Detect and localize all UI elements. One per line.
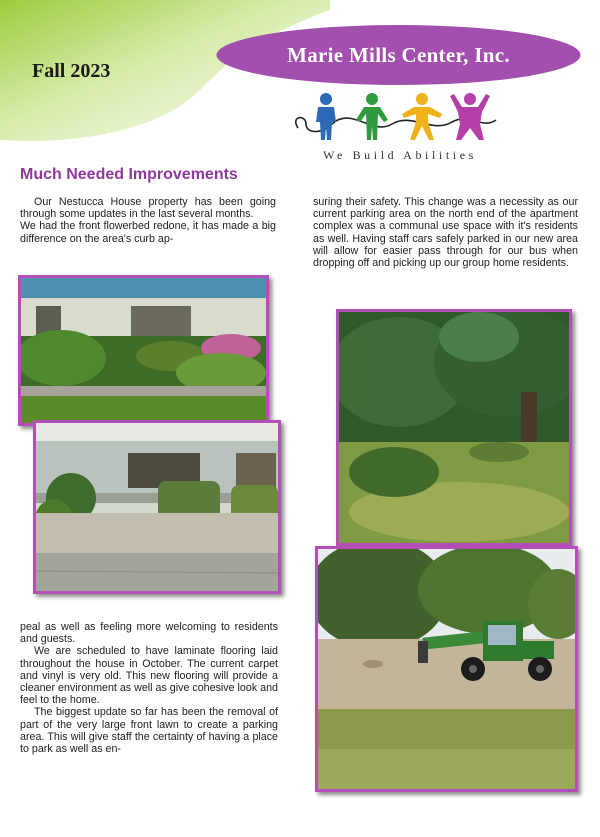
people-logo-icon [292, 90, 502, 150]
parking-area-tractor-photo [315, 546, 578, 792]
lawn-trees-photo [336, 309, 572, 546]
paragraph: suring their safety. This change was a necessity as our current parking area on the north end of the apartment complex was a communal use space with it's residents as well. Having staff cars safely parked in our new area will allow for easier pass through for our bus when dropping off and picking up our group home residents. [313, 196, 578, 270]
article-title: Much Needed Improvements [20, 166, 238, 183]
house-flowerbed-photo [18, 275, 269, 426]
paragraph: peal as well as feeling more welcoming to residents and guests. [20, 621, 278, 646]
paragraph: We are scheduled to have laminate flooring laid throughout the house in October. The current carpet and vinyl is very old. This new flooring will provide a cleaner environment as well as give cohesive look and feel to the home. [20, 645, 278, 707]
issue-season: Fall 2023 [32, 60, 111, 82]
col2-top-text [313, 196, 578, 269]
org-name: Marie Mills Center, Inc. [287, 42, 510, 67]
paragraph: Our Nestucca House property has been going through some updates in the last several months. [20, 196, 276, 221]
col1-bottom-text [20, 621, 278, 755]
house-porch-photo [33, 420, 281, 594]
paragraph: We had the front flowerbed redone, it has made a big difference on the area's curb ap- [20, 220, 276, 245]
org-tagline: We Build Abilities [323, 148, 477, 162]
paragraph: The biggest update so far has been the removal of part of the very large front lawn to create a parking area. This will give staff the certainty of having a place to park as well as en- [20, 706, 278, 756]
col1-top-text [20, 196, 276, 245]
